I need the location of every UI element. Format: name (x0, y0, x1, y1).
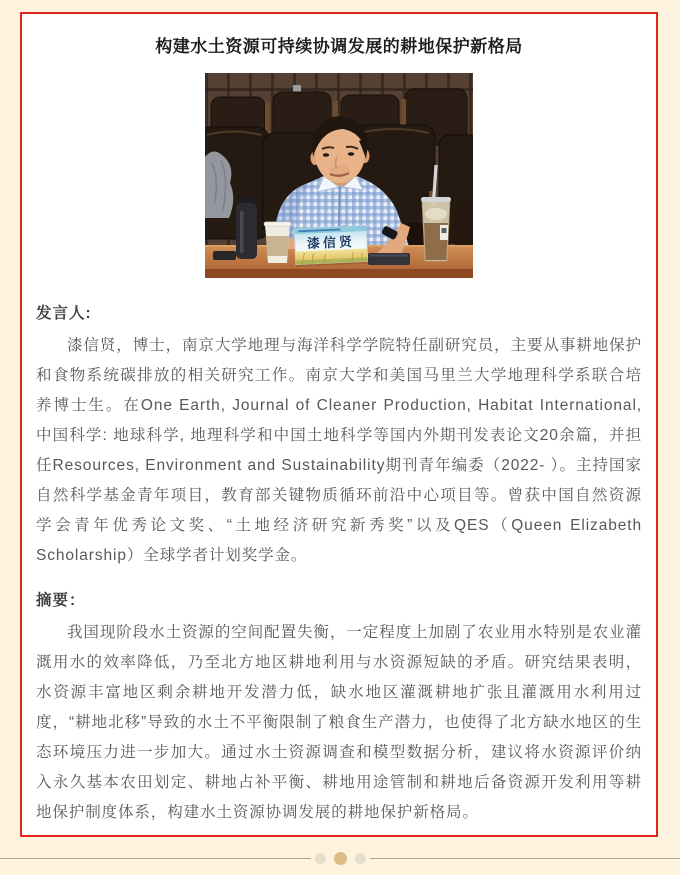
name-card-text: 漆信贤 (306, 233, 356, 252)
article-title: 构建水土资源可持续协调发展的耕地保护新格局 (155, 37, 523, 56)
tablet-right (368, 253, 410, 265)
speaker-photo[interactable] (205, 73, 473, 278)
carousel-footer (0, 845, 680, 871)
speaker-bio: 漆信贤，博士，南京大学地理与海洋科学学院特任副研究员，主要从事耕地保护和食物系统碳排放的相关研究工作。南京大学和美国马里兰大学地理科学系联合培养博士生。在One Earth, Journal of Cleaner Production, Habitat International, 中国科学: 地球科学, 地理科学和中国土地科学等国内外期刊发表论文20余篇，并担任Resources, Environment and Sustainability期刊青年编委（2022- ）。主持国家自然科学基金青年项目，教育部关键物质循环前沿中心项目等。曾获中国自然资源学会青年优秀论文奖、“土地经济研究新秀奖”以及QES（Queen Elizabeth Scholarship）全球学者计划奖学金。 (36, 337, 642, 564)
carousel-dot-3[interactable] (355, 853, 366, 864)
carousel-dot-2-active[interactable] (334, 852, 347, 865)
abstract-text: 我国现阶段水土资源的空间配置失衡，一定程度上加剧了农业用水特别是农业灌溉用水的效率降低，乃至北方地区耕地利用与水资源短缺的矛盾。研究结果表明，水资源丰富地区剩余耕地开发潜力低，缺水地区灌溉耕地扩张且灌溉用水利用过度，“耕地北移”导致的水土不平衡限制了粮食生产潜力，也使得了北方缺水地区的生态环境压力进一步加大。通过水土资源调查和模型数据分析，建议将水资源评价纳入永久基本农田划定、耕地占补平衡、耕地用途管制和耕地后备资源开发利用等耕地保护制度体系，构建水土资源协调发展的耕地保护新格局。 (36, 624, 642, 821)
carousel-dot-1[interactable] (315, 853, 326, 864)
footer-divider-left (0, 858, 311, 859)
thermos-bottle (236, 197, 257, 259)
paper-cup (264, 222, 291, 263)
phone-left (213, 251, 236, 260)
name-card (294, 225, 370, 266)
footer-divider-right (370, 858, 680, 859)
article-card (20, 12, 658, 837)
abstract-heading: 摘要： (36, 592, 86, 609)
speaker-photo-illustration (205, 73, 473, 278)
speaker-heading: 发言人: (36, 305, 92, 322)
